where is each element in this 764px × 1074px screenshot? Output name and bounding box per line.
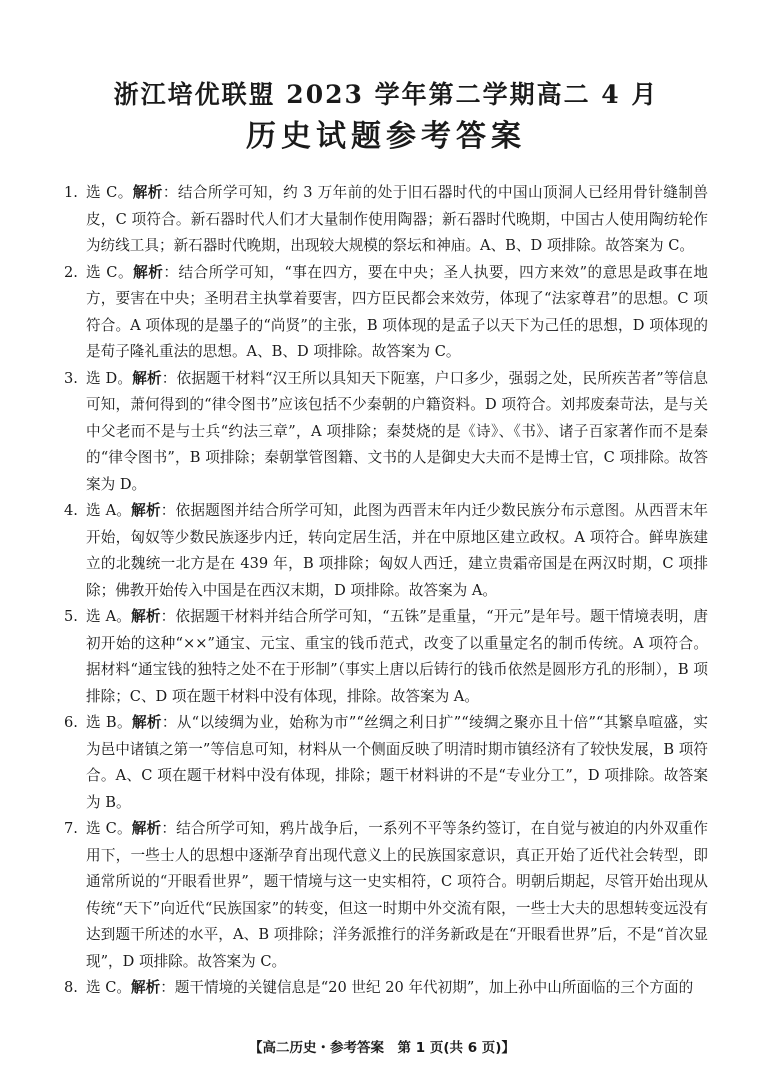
answer-item-5 — [64, 604, 708, 710]
answer-item-4 — [64, 498, 708, 604]
analysis-text: ：结合所学可知，鸦片战争后，一系列不平等条约签订，在自觉与被迫的内外双重作用下，一些士人的思想中逐渐孕育出现代意义上的民族国家意识，真正开始了近代社会转型，即通常所说的“开眼看世界”，题干情境与这一史实相符，C 项符合。明朝后期起，尽管开始出现从传统“天下”向近代“民族国家”的转变，但这一时期中外交流有限，一些士大夫的思想转变远没有达到题干所述的水平，A、B 项排除；洋务派推行的洋务新政是在“开眼看世界”后，不是“首次显现”，D 项排除。故答案为 C。 — [86, 820, 708, 970]
answer-item-6 — [64, 710, 708, 816]
analysis-label: 解析 — [133, 263, 164, 281]
answer-choice: 选 A。 — [86, 502, 132, 519]
answer-choice: 选 C。 — [86, 820, 132, 837]
analysis-label: 解析 — [131, 979, 161, 996]
analysis-label: 解析 — [132, 184, 163, 201]
question-number: 6. — [64, 714, 78, 731]
analysis-label: 解析 — [132, 369, 162, 387]
page-footer: 【高二历史・参考答案 第 1 页(共 6 页)】 — [249, 1040, 515, 1056]
answer-choice: 选 A。 — [86, 608, 132, 625]
answer-item-7 — [64, 816, 708, 975]
analysis-text: ：依据题干材料“汉王所以具知天下阨塞，户口多少，强弱之处，民所疾苦者”等信息可知，萧何得到的“律令图书”应该包括不少秦朝的户籍资料。D 项符合。刘邦废秦苛法，是与关中父老而不是与士兵“约法三章”，A 项排除；秦焚烧的是《诗》、《书》、诸子百家著作而不是秦的“律令图书”，B 项排除；秦朝掌管图籍、文书的人是御史大夫而不是博士官，C 项排除。故答案为 D。 — [86, 369, 708, 493]
analysis-text: ：结合所学可知，“事在四方，要在中央；圣人执要，四方来效”的意思是政事在地方，要害在中央；圣明君主执掌着要害，四方臣民都会来效劳，体现了“法家尊君”的思想。C 项符合。A 项体现的是墨子的“尚贤”的主张，B 项体现的是孟子以天下为己任的思想，D 项体现的是荀子隆礼重法的思想。A、B、D 项排除。故答案为 C。 — [86, 263, 708, 360]
question-number: 2. — [64, 263, 78, 281]
analysis-text: ：依据题干材料并结合所学可知，“五铢”是重量，“开元”是年号。题干情境表明，唐初开始的这种“××”通宝、元宝、重宝的钱币范式，改变了以重量定名的制币传统。A 项符合。据材料“通宝钱的独特之处不在于形制”（事实上唐以后铸行的钱币依然是圆形方孔的形制），B 项排除；C、D 项在题干材料中没有体现，排除。故答案为 A。 — [86, 608, 708, 705]
analysis-text: ：结合所学可知，约 3 万年前的处于旧石器时代的中国山顶洞人已经用骨针缝制兽皮，C 项符合。新石器时代人们才大量制作使用陶器；新石器时代晚期，中国古人使用陶纺轮作为纺线工具；新石器时代晚期，出现较大规模的祭坛和神庙。A、B、D 项排除。故答案为 C。 — [86, 184, 708, 254]
analysis-text: ：从“以绫绸为业，始称为市”“丝绸之利日扩”“绫绸之聚亦且十倍”“其繁阜喧盛，实为邑中诸镇之第一”等信息可知，材料从一个侧面反映了明清时期市镇经济有了较快发展，B 项符合。A、C 项在题干材料中没有体现，排除；题干材料讲的不是“专业分工”，D 项排除。故答案为 B。 — [86, 714, 708, 811]
question-number: 7. — [64, 820, 78, 837]
question-number: 5. — [64, 608, 78, 625]
answer-item-3 — [64, 366, 708, 499]
answer-choice: 选 B。 — [86, 714, 132, 731]
answer-choice: 选 C。 — [86, 263, 134, 281]
page-title-line1: 浙江培优联盟 2023 学年第二学期高二 4 月 — [113, 80, 659, 109]
question-number: 4. — [64, 502, 78, 519]
analysis-label: 解析 — [131, 820, 162, 837]
answer-choice: 选 C。 — [86, 184, 133, 201]
analysis-label: 解析 — [131, 608, 161, 625]
question-number: 8. — [64, 979, 78, 996]
analysis-text: ：题干情境的关键信息是“20 世纪 20 年代初期”，加上孙中山所面临的三个方面的 — [160, 979, 694, 996]
answer-choice: 选 D。 — [86, 369, 133, 387]
analysis-label: 解析 — [131, 714, 162, 731]
answer-choice: 选 C。 — [86, 979, 131, 996]
analysis-label: 解析 — [131, 502, 161, 519]
page-title-line2: 历史试题参考答案 — [246, 119, 526, 154]
answer-item-1 — [64, 180, 708, 260]
answer-item-8 — [64, 975, 708, 1002]
question-number: 3. — [64, 369, 78, 387]
analysis-text: ：依据题图并结合所学可知，此图为西晋末年内迁少数民族分布示意图。从西晋末年开始，匈奴等少数民族逐步内迁，转向定居生活，并在中原地区建立政权。A 项符合。鲜卑族建立的北魏统一北方是在 439 年，B 项排除；匈奴人西迁，建立贵霜帝国是在两汉时期，C 项排除；佛教开始传入中国是在西汉末期，D 项排除。故答案为 A。 — [86, 502, 708, 599]
question-number: 1. — [64, 184, 78, 201]
answer-item-2 — [64, 260, 708, 366]
question-list — [64, 180, 708, 1002]
